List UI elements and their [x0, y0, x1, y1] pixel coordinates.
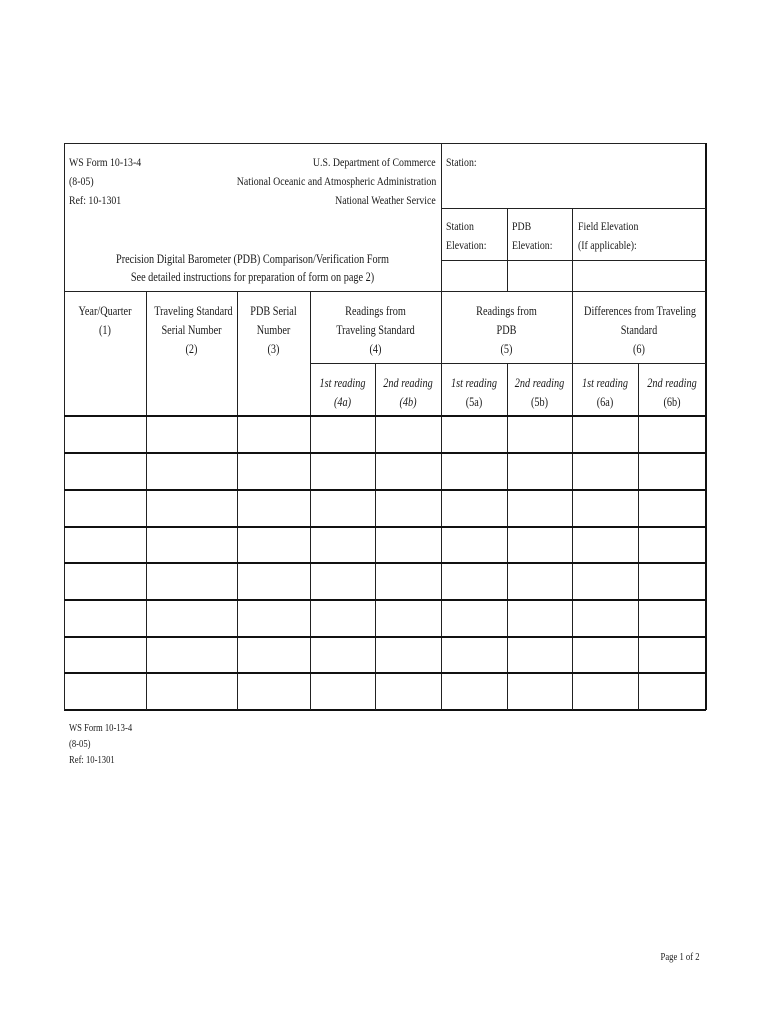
table-cell[interactable] — [147, 674, 237, 709]
table-cell[interactable] — [573, 638, 638, 672]
column-header-line: Standard — [620, 323, 658, 337]
table-cell[interactable] — [238, 564, 310, 599]
form-instructions: See detailed instructions for preparation of form on page 2) — [130, 270, 375, 284]
table-cell[interactable] — [238, 638, 310, 672]
table-cell[interactable] — [442, 638, 507, 672]
table-cell[interactable] — [442, 417, 507, 452]
subcolumn-4b-label: 2nd reading — [383, 376, 433, 390]
table-cell[interactable] — [442, 601, 507, 636]
table-cell[interactable] — [508, 674, 572, 709]
column-header-line: Number — [256, 323, 291, 337]
column-header-line: Differences from Traveling — [584, 304, 697, 318]
table-cell[interactable] — [376, 417, 441, 452]
table-cell[interactable] — [147, 528, 237, 562]
table-cell[interactable] — [508, 601, 572, 636]
footer-form-date: (8-05) — [69, 739, 91, 750]
station-label: Station: — [446, 155, 477, 169]
field-elevation-label-2: (If applicable): — [578, 238, 637, 252]
table-cell[interactable] — [147, 638, 237, 672]
subcolumn-6a-code: (6a) — [596, 395, 614, 409]
table-cell[interactable] — [65, 564, 146, 599]
table-cell[interactable] — [442, 674, 507, 709]
table-cell[interactable] — [442, 528, 507, 562]
form-title: Precision Digital Barometer (PDB) Comparison/Verification Form — [115, 252, 390, 266]
footer-form-ref: Ref: 10-1301 — [69, 755, 115, 766]
table-cell[interactable] — [311, 491, 375, 526]
table-cell[interactable] — [573, 528, 638, 562]
agency-noaa: National Oceanic and Atmospheric Administration — [236, 174, 436, 188]
column-header-line: Traveling Standard — [154, 304, 233, 318]
column-header-line: Serial Number — [161, 323, 222, 337]
column-header-line: (5) — [500, 342, 513, 356]
table-cell[interactable] — [311, 564, 375, 599]
table-cell[interactable] — [238, 454, 310, 489]
table-cell[interactable] — [147, 417, 237, 452]
agency-nws: National Weather Service — [335, 193, 436, 207]
table-cell[interactable] — [376, 674, 441, 709]
table-cell[interactable] — [147, 564, 237, 599]
table-cell[interactable] — [508, 417, 572, 452]
subcolumn-6a-label: 1st reading — [581, 376, 629, 390]
table-cell[interactable] — [639, 491, 705, 526]
table-cell[interactable] — [65, 601, 146, 636]
column-header-line: (3) — [267, 342, 280, 356]
table-cell[interactable] — [65, 638, 146, 672]
table-cell[interactable] — [442, 454, 507, 489]
form-id-date: (8-05) — [69, 174, 94, 188]
table-cell[interactable] — [508, 528, 572, 562]
table-cell[interactable] — [65, 528, 146, 562]
table-cell[interactable] — [573, 454, 638, 489]
column-header-line: (6) — [633, 342, 645, 356]
table-cell[interactable] — [65, 674, 146, 709]
table-cell[interactable] — [639, 417, 705, 452]
table-cell[interactable] — [311, 674, 375, 709]
column-header-line: Readings from — [345, 304, 406, 318]
table-cell[interactable] — [508, 491, 572, 526]
table-cell[interactable] — [639, 638, 705, 672]
station-elevation-label-2: Elevation: — [446, 238, 487, 252]
field-elevation-field[interactable] — [573, 261, 705, 290]
table-cell[interactable] — [508, 564, 572, 599]
subcolumn-4a-code: (4a) — [333, 395, 352, 409]
footer-form-number: WS Form 10-13-4 — [69, 723, 133, 734]
table-cell[interactable] — [311, 454, 375, 489]
column-header-line: Traveling Standard — [336, 323, 415, 337]
column-header-line: PDB — [496, 323, 517, 337]
table-cell[interactable] — [442, 491, 507, 526]
station-elevation-field[interactable] — [442, 261, 506, 290]
table-cell[interactable] — [573, 491, 638, 526]
table-cell[interactable] — [376, 638, 441, 672]
table-cell[interactable] — [573, 564, 638, 599]
subcolumn-4b-code: (4b) — [399, 395, 417, 409]
table-cell[interactable] — [573, 674, 638, 709]
table-cell[interactable] — [311, 528, 375, 562]
table-cell[interactable] — [311, 638, 375, 672]
table-cell[interactable] — [376, 454, 441, 489]
table-cell[interactable] — [376, 601, 441, 636]
table-cell[interactable] — [311, 417, 375, 452]
table-cell[interactable] — [639, 674, 705, 709]
subcolumn-5a-label: 1st reading — [450, 376, 498, 390]
pdb-elevation-label-1: PDB — [512, 219, 532, 233]
table-cell[interactable] — [147, 491, 237, 526]
pdb-elevation-field[interactable] — [508, 261, 571, 290]
table-cell[interactable] — [639, 601, 705, 636]
table-cell[interactable] — [65, 454, 146, 489]
subcolumn-5a-code: (5a) — [465, 395, 483, 409]
subcolumn-5b-code: (5b) — [530, 395, 549, 409]
table-cell[interactable] — [573, 601, 638, 636]
column-header-line: PDB Serial — [250, 304, 297, 318]
table-cell[interactable] — [639, 454, 705, 489]
form-id-number: WS Form 10-13-4 — [69, 155, 142, 169]
table-cell[interactable] — [573, 417, 638, 452]
station-elevation-label-1: Station — [446, 219, 474, 233]
form-id-ref: Ref: 10-1301 — [69, 193, 122, 207]
table-cell[interactable] — [65, 491, 146, 526]
table-cell[interactable] — [639, 528, 705, 562]
column-header-line: (4) — [369, 342, 382, 356]
subcolumn-6b-label: 2nd reading — [647, 376, 697, 390]
table-cell[interactable] — [238, 674, 310, 709]
table-cell[interactable] — [238, 601, 310, 636]
table-cell[interactable] — [508, 638, 572, 672]
table-cell[interactable] — [376, 528, 441, 562]
table-cell[interactable] — [238, 491, 310, 526]
table-cell[interactable] — [147, 454, 237, 489]
pdb-elevation-label-2: Elevation: — [512, 238, 553, 252]
table-cell[interactable] — [639, 564, 705, 599]
subcolumn-5b-label: 2nd reading — [514, 376, 565, 390]
table-cell[interactable] — [508, 454, 572, 489]
column-header-line: (1) — [99, 323, 111, 337]
column-header-line: (2) — [185, 342, 198, 356]
subcolumn-6b-code: (6b) — [663, 395, 681, 409]
table-cell[interactable] — [376, 491, 441, 526]
table-cell[interactable] — [442, 564, 507, 599]
table-cell[interactable] — [311, 601, 375, 636]
table-cell[interactable] — [238, 528, 310, 562]
station-field[interactable] — [442, 144, 705, 208]
table-cell[interactable] — [65, 417, 146, 452]
table-cell[interactable] — [238, 417, 310, 452]
subcolumn-4a-label: 1st reading — [319, 376, 366, 390]
table-cell[interactable] — [376, 564, 441, 599]
column-header-line: Year/Quarter — [78, 304, 132, 318]
field-elevation-label-1: Field Elevation — [578, 219, 639, 233]
page-number: Page 1 of 2 — [661, 952, 700, 963]
table-cell[interactable] — [147, 601, 237, 636]
agency-department: U.S. Department of Commerce — [313, 155, 436, 169]
column-header-line: Readings from — [476, 304, 537, 318]
